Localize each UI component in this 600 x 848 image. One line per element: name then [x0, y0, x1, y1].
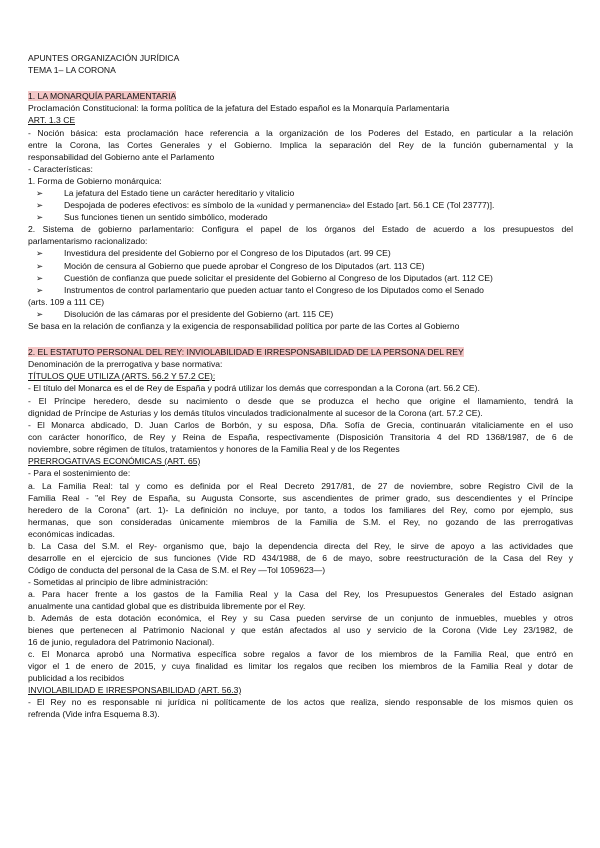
section2-line: vigor el 1 de enero de 2015, y cuya finalidad es limitar los regalos que reciben los miembros de la Familia Real y dotar de	[28, 661, 573, 671]
document-subtitle: TEMA 1– LA CORONA	[28, 65, 116, 75]
section2-line: a. La Familia Real: tal y como es definida por el Real Decreto 2917/81, de 27 de noviembre, sobre Registro Civil de la	[28, 481, 573, 491]
section2-line: hermanas, que son consideradas únicamente miembros de la Familia de S.M. el Rey, no gozando de las prerrogativas	[28, 517, 573, 527]
section1-line: parlamentarismo racionalizado:	[28, 236, 148, 246]
section2-line: - Sometidas al principio de libre administración:	[28, 577, 209, 587]
section2-line: - El Príncipe heredero, desde su nacimiento o desde que se produzca el hecho que origine el llamamiento, tendrá la	[28, 396, 573, 406]
bullet-item: Sus funciones tienen un sentido simbólico, moderado	[64, 212, 268, 222]
section2-line: Denominación de la prerrogativa y base normativa:	[28, 359, 223, 369]
section2-line: c. El Monarca aprobó una Normativa específica sobre regalos a favor de los miembros de la Familia Real, que entró en	[28, 649, 573, 659]
bullet-item: La jefatura del Estado tiene un carácter hereditario y vitalicio	[64, 188, 295, 198]
section2-subheading: INVIOLABILIDAD E IRRESPONSABILIDAD (ART. 56.3)	[28, 685, 242, 695]
section2-line: 16 de junio, reguladora del Patrimonio Nacional).	[28, 637, 215, 647]
section2-line: publicidad a los recibidos	[28, 673, 125, 683]
section1-line: Proclamación Constitucional: la forma política de la jefatura del Estado español es la Monarquía Parlamentaria	[28, 103, 450, 113]
bullet-item: Despojada de poderes efectivos: es símbolo de la «unidad y permanencia» del Estado [art. 56.1 CE (Tol 23777)].	[64, 200, 495, 210]
section1-line: responsabilidad del Gobierno ante el Parlamento	[28, 152, 215, 162]
section2-line: - El título del Monarca es el de Rey de España y podrá utilizar los demás que correspondan a la Corona (art. 56.2 CE).	[28, 383, 480, 393]
section2-line: Código de conducta del personal de la Casa de S.M. el Rey —Tol 1059623—)	[28, 565, 326, 575]
section2-line: económicas indicadas.	[28, 529, 115, 539]
section2-line: - El Rey no es responsable ni jurídica ni políticamente de los actos que realiza, siendo responsable de los mismos quien os	[28, 697, 573, 707]
bullet-arrow-icon: ➢	[36, 261, 44, 271]
bullet-item: Cuestión de confianza que puede solicitar el presidente del Gobierno al Congreso de los Diputados (art. 112 CE)	[64, 273, 493, 283]
section2-line: b. La Casa del S.M. el Rey- organismo que, bajo la dependencia directa del Rey, le sirve de apoyo a las actividades que	[28, 541, 573, 551]
section2-line: a. Para hacer frente a los gastos de la Familia Real y la Casa del Rey, los Presupuestos Generales del Estado asignan	[28, 589, 573, 599]
section2-line: bienes que pertenecen al Patrimonio Nacional y que están afectados al uso y servicio de la Corona (Vide Ley 23/1982, de	[28, 625, 573, 635]
bullet-arrow-icon: ➢	[36, 273, 44, 283]
section1-article-ref: ART. 1.3 CE	[28, 115, 76, 125]
section1-line: (arts. 109 a 111 CE)	[28, 297, 105, 307]
section1-line: - Características:	[28, 164, 93, 174]
section2-line: b. Además de esta dotación económica, el Rey y su Casa pueden servirse de un conjunto de inmuebles, muebles y otros	[28, 613, 573, 623]
section1-line: 1. Forma de Gobierno monárquica:	[28, 176, 162, 186]
section2-subheading: TÍTULOS QUE UTILIZA (ARTS. 56.2 Y 57.2 CE):	[28, 371, 216, 381]
section1-closing: Se basa en la relación de confianza y la exigencia de responsabilidad política por parte de las Cortes al Gobierno	[28, 321, 460, 331]
document-title: APUNTES ORGANIZACIÓN JURÍDICA	[28, 53, 180, 63]
section2-line: con carácter honorífico, de Rey y Reina de España, respectivamente (Disposición Transitoria 4 del RD 1368/1987, de 6 de	[28, 432, 573, 442]
section2-line: - El Monarca abdicado, D. Juan Carlos de Borbón, y su esposa, Dña. Sofía de Grecia, continuarán vitaliciamente en el uso	[28, 420, 573, 430]
bullet-arrow-icon: ➢	[36, 188, 44, 198]
section1-line: 2. Sistema de gobierno parlamentario: Configura el papel de los órganos del Estado de acuerdo a los presupuestos del	[28, 224, 573, 234]
section2-line: heredero de la Corona" (art. 1)- La definición no incluye, por tanto, a todos los familiares del Rey, como por ejemplo, sus	[28, 505, 573, 515]
section2-line: desarrolle en el ejercicio de sus funciones (Vide RD 434/1988, de 6 de mayo, sobre reestructuración de la Casa del Rey y	[28, 553, 573, 563]
section2-line: noviembre, sobre régimen de títulos, tratamientos y honores de la Familia Real y de los Regentes	[28, 444, 400, 454]
bullet-item: Investidura del presidente del Gobierno por el Congreso de los Diputados (art. 99 CE)	[64, 248, 391, 258]
section2-subheading: PRERROGATIVAS ECONÓMICAS (ART. 65)	[28, 456, 201, 466]
section2-line: - Para el sostenimiento de:	[28, 468, 131, 478]
bullet-arrow-icon: ➢	[36, 200, 44, 210]
bullet-arrow-icon: ➢	[36, 248, 44, 258]
bullet-item: Disolución de las cámaras por el presidente del Gobierno (art. 115 CE)	[64, 309, 334, 319]
bullet-item: Instrumentos de control parlamentario que pueden actuar tanto el Congreso de los Diputados como el Senado	[64, 285, 484, 295]
section2-heading: 2. EL ESTATUTO PERSONAL DEL REY: INVIOLABILIDAD E IRRESPONSABILIDAD DE LA PERSONA DEL REY	[28, 347, 464, 357]
section2-line: refrenda (Vide infra Esquema 8.3).	[28, 709, 160, 719]
section2-line: Familia Real - "el Rey de España, su Augusta Consorte, sus ascendientes de primer grado, sus descendientes y el Príncipe	[28, 493, 573, 503]
section1-line: - Noción básica: esta proclamación hace referencia a la organización de los Poderes del Estado, en particular a la relación	[28, 128, 573, 138]
section2-line: dignidad de Príncipe de Asturias y los demás títulos vinculados tradicionalmente al sucesor de la Corona (art. 57.2 CE).	[28, 408, 483, 418]
bullet-item: Moción de censura al Gobierno que puede aprobar el Congreso de los Diputados (art. 113 CE)	[64, 261, 425, 271]
section1-line: entre la Corona, las Cortes Generales y el Gobierno. Implica la separación del Rey de la función gubernamental y la	[28, 140, 573, 150]
section2-line: anualmente una cantidad global que es distribuida libremente por el Rey.	[28, 601, 306, 611]
bullet-arrow-icon: ➢	[36, 212, 44, 222]
bullet-arrow-icon: ➢	[36, 285, 44, 295]
section1-heading: 1. LA MONARQUÍA PARLAMENTARIA	[28, 91, 177, 101]
bullet-arrow-icon: ➢	[36, 309, 44, 319]
